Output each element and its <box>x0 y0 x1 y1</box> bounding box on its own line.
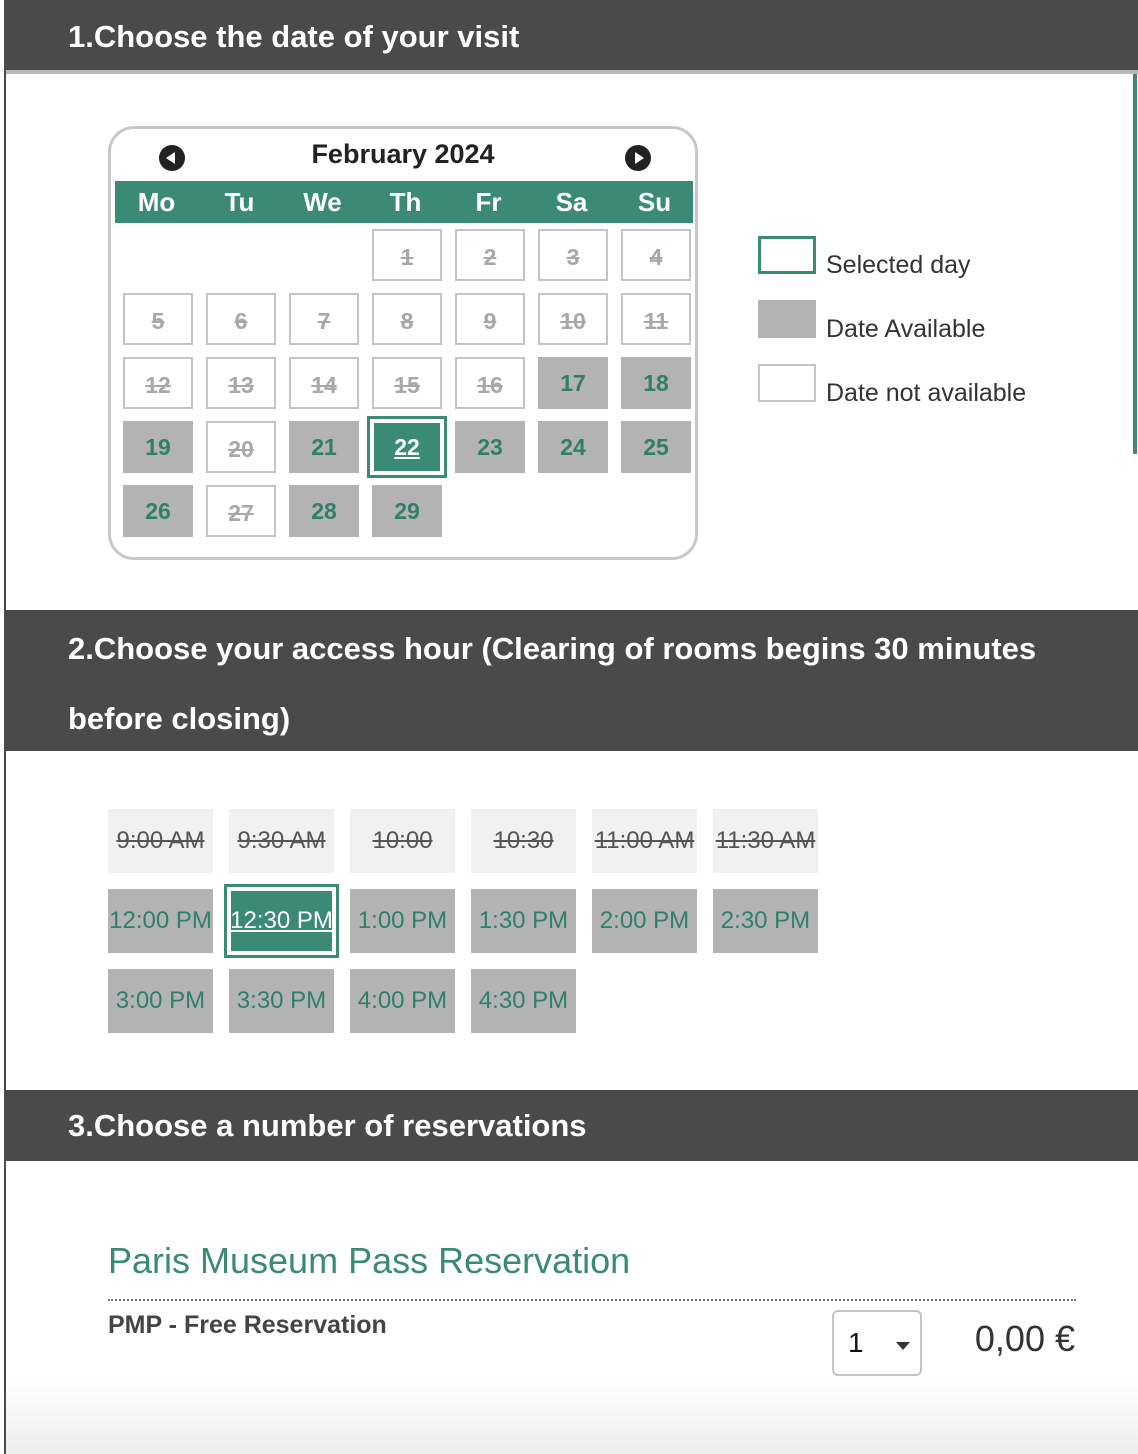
calendar-day-12: 12 <box>123 357 193 409</box>
calendar <box>108 126 698 560</box>
time-slot-3-30-pm[interactable]: 3:30 PM <box>229 969 334 1033</box>
calendar-day-22[interactable]: 22 <box>372 421 442 473</box>
time-slot-2-30-pm[interactable]: 2:30 PM <box>713 889 818 953</box>
weekday-header <box>115 181 693 223</box>
product-title: Paris Museum Pass Reservation <box>108 1240 631 1281</box>
weekday-we: We <box>303 187 342 217</box>
calendar-day-7: 7 <box>289 293 359 345</box>
calendar-day-29[interactable]: 29 <box>372 485 442 537</box>
time-slot-1-00-pm[interactable]: 1:00 PM <box>350 889 455 953</box>
weekday-fr: Fr <box>475 187 502 217</box>
legend-label-selected: Selected day <box>826 251 971 279</box>
calendar-day-8: 8 <box>372 293 442 345</box>
calendar-day-21[interactable]: 21 <box>289 421 359 473</box>
weekday-sa: Sa <box>555 187 588 217</box>
calendar-day-18[interactable]: 18 <box>621 357 691 409</box>
calendar-day-13: 13 <box>206 357 276 409</box>
legend-swatch-available <box>758 300 816 338</box>
calendar-day-1: 1 <box>372 229 442 281</box>
legend-swatch-unavailable <box>758 364 816 402</box>
section-header-hour: 2.Choose your access hour (Clearing of rooms begins 30 minutes before closing) <box>6 610 1138 751</box>
weekday-tu: Tu <box>224 187 255 217</box>
ticket-label: PMP - Free Reservation <box>108 1311 387 1339</box>
time-slot-4-00-pm[interactable]: 4:00 PM <box>350 969 455 1033</box>
weekday-su: Su <box>637 187 672 217</box>
weekday-mo: Mo <box>137 187 176 217</box>
calendar-day-4: 4 <box>621 229 691 281</box>
time-slot-12-00-pm[interactable]: 12:00 PM <box>108 889 213 953</box>
time-slot-3-00-pm[interactable]: 3:00 PM <box>108 969 213 1033</box>
quantity-value: 1 <box>848 1327 864 1358</box>
chevron-right-circle-icon[interactable] <box>625 145 651 171</box>
calendar-day-2: 2 <box>455 229 525 281</box>
bottom-fade <box>6 1380 1138 1454</box>
legend-label-unavailable: Date not available <box>826 379 1027 407</box>
accent-edge <box>1133 74 1137 454</box>
calendar-day-24[interactable]: 24 <box>538 421 608 473</box>
calendar-day-9: 9 <box>455 293 525 345</box>
legend-label-available: Date Available <box>826 315 986 343</box>
time-slot-10-00: 10:00 <box>350 809 455 873</box>
price-label: 0,00 € <box>974 1318 1075 1359</box>
calendar-day-26[interactable]: 26 <box>123 485 193 537</box>
section-header-date: 1.Choose the date of your visit <box>6 0 1138 74</box>
time-slot-2-00-pm[interactable]: 2:00 PM <box>592 889 697 953</box>
calendar-day-27: 27 <box>206 485 276 537</box>
calendar-day-15: 15 <box>372 357 442 409</box>
calendar-day-5: 5 <box>123 293 193 345</box>
quantity-select[interactable] <box>832 1310 922 1376</box>
time-slot-1-30-pm[interactable]: 1:30 PM <box>471 889 576 953</box>
legend-swatch-selected <box>758 236 816 274</box>
section-header-reservations: 3.Choose a number of reservations <box>6 1090 1138 1161</box>
dotted-divider <box>108 1299 1076 1301</box>
calendar-day-14: 14 <box>289 357 359 409</box>
time-slot-4-30-pm[interactable]: 4:30 PM <box>471 969 576 1033</box>
calendar-day-6: 6 <box>206 293 276 345</box>
calendar-month-label: February 2024 <box>311 139 495 169</box>
weekday-th: Th <box>389 187 422 217</box>
time-slot-11-30-am: 11:30 AM <box>713 809 818 873</box>
time-slot-12-30-pm[interactable]: 12:30 PM <box>229 889 334 953</box>
calendar-day-16: 16 <box>455 357 525 409</box>
calendar-day-28[interactable]: 28 <box>289 485 359 537</box>
calendar-day-3: 3 <box>538 229 608 281</box>
calendar-day-20: 20 <box>206 421 276 473</box>
calendar-day-11: 11 <box>621 293 691 345</box>
calendar-day-19[interactable]: 19 <box>123 421 193 473</box>
calendar-day-10: 10 <box>538 293 608 345</box>
booking-page <box>4 0 1137 1454</box>
caret-down-icon <box>896 1342 910 1350</box>
calendar-day-25[interactable]: 25 <box>621 421 691 473</box>
time-slot-10-30: 10:30 <box>471 809 576 873</box>
time-slot-9-30-am: 9:30 AM <box>229 809 334 873</box>
calendar-day-23[interactable]: 23 <box>455 421 525 473</box>
time-slot-11-00-am: 11:00 AM <box>592 809 697 873</box>
time-slot-9-00-am: 9:00 AM <box>108 809 213 873</box>
calendar-day-17[interactable]: 17 <box>538 357 608 409</box>
